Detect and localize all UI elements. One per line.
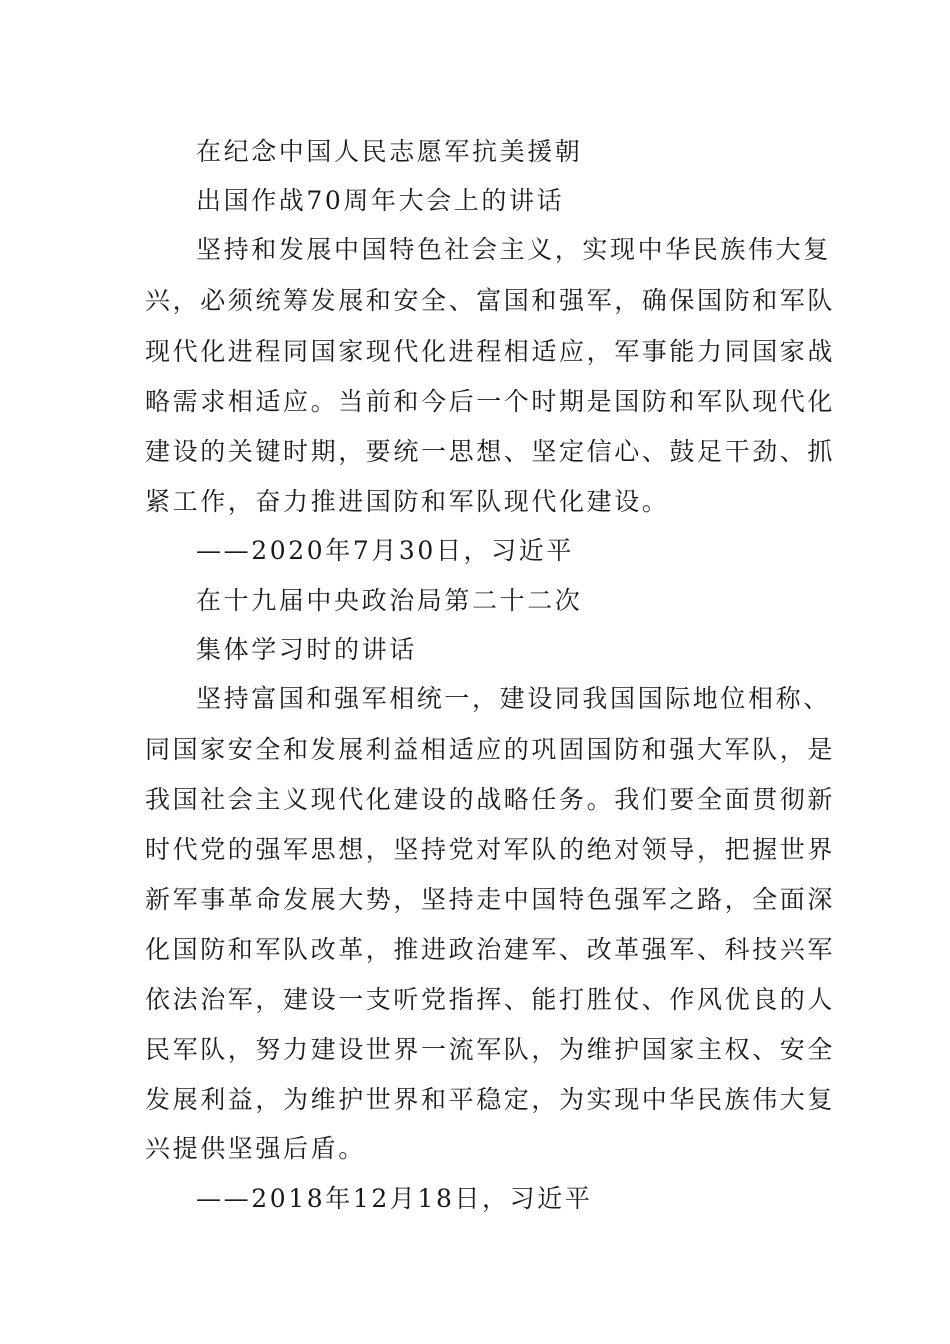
speech-title-line-1: 在纪念中国人民志愿军抗美援朝 <box>196 137 583 166</box>
paragraph-2-line: 新军事革命发展大势，坚持走中国特色强军之路，全面深 <box>145 885 836 914</box>
paragraph-2-line: 依法治军，建设一支听党指挥、能打胜仗、作风优良的人 <box>145 985 836 1014</box>
paragraph-2-line: 坚持富国和强军相统一，建设同我国国际地位相称、 <box>196 684 831 713</box>
paragraph-1-line: 紧工作，奋力推进国防和军队现代化建设。 <box>145 487 670 516</box>
paragraph-1-line: 坚持和发展中国特色社会主义，实现中华民族伟大复 <box>196 235 831 264</box>
paragraph-2-line: 时代党的强军思想，坚持党对军队的绝对领导，把握世界 <box>145 835 836 864</box>
speech-title-line-2: 集体学习时的讲话 <box>196 635 417 664</box>
speech-title-line-1: 在十九届中央政治局第二十二次 <box>196 586 583 615</box>
paragraph-2-line: 发展利益，为维护世界和平稳定，为实现中华民族伟大复 <box>145 1085 836 1114</box>
paragraph-1-line: 略需求相适应。当前和今后一个时期是国防和军队现代化 <box>145 387 836 416</box>
attribution-2: ——2018年12月18日，习近平 <box>196 1184 593 1213</box>
paragraph-1-line: 现代化进程同国家现代化进程相适应，军事能力同国家战 <box>145 337 836 366</box>
paragraph-1-line: 建设的关键时期，要统一思想、坚定信心、鼓足干劲、抓 <box>145 437 836 466</box>
paragraph-2-line: 同国家安全和发展利益相适应的巩固国防和强大军队，是 <box>145 735 836 764</box>
paragraph-2-line: 兴提供坚强后盾。 <box>145 1134 366 1163</box>
paragraph-2-line: 民军队，努力建设世界一流军队，为维护国家主权、安全 <box>145 1035 836 1064</box>
paragraph-2-line: 化国防和军队改革，推进政治建军、改革强军、科技兴军 <box>145 935 836 964</box>
speech-title-line-2: 出国作战70周年大会上的讲话 <box>196 186 565 215</box>
paragraph-2-line: 我国社会主义现代化建设的战略任务。我们要全面贯彻新 <box>145 785 836 814</box>
attribution-1: ——2020年7月30日，习近平 <box>196 536 574 565</box>
paragraph-1-line: 兴，必须统筹发展和安全、富国和强军，确保国防和军队 <box>145 286 836 315</box>
